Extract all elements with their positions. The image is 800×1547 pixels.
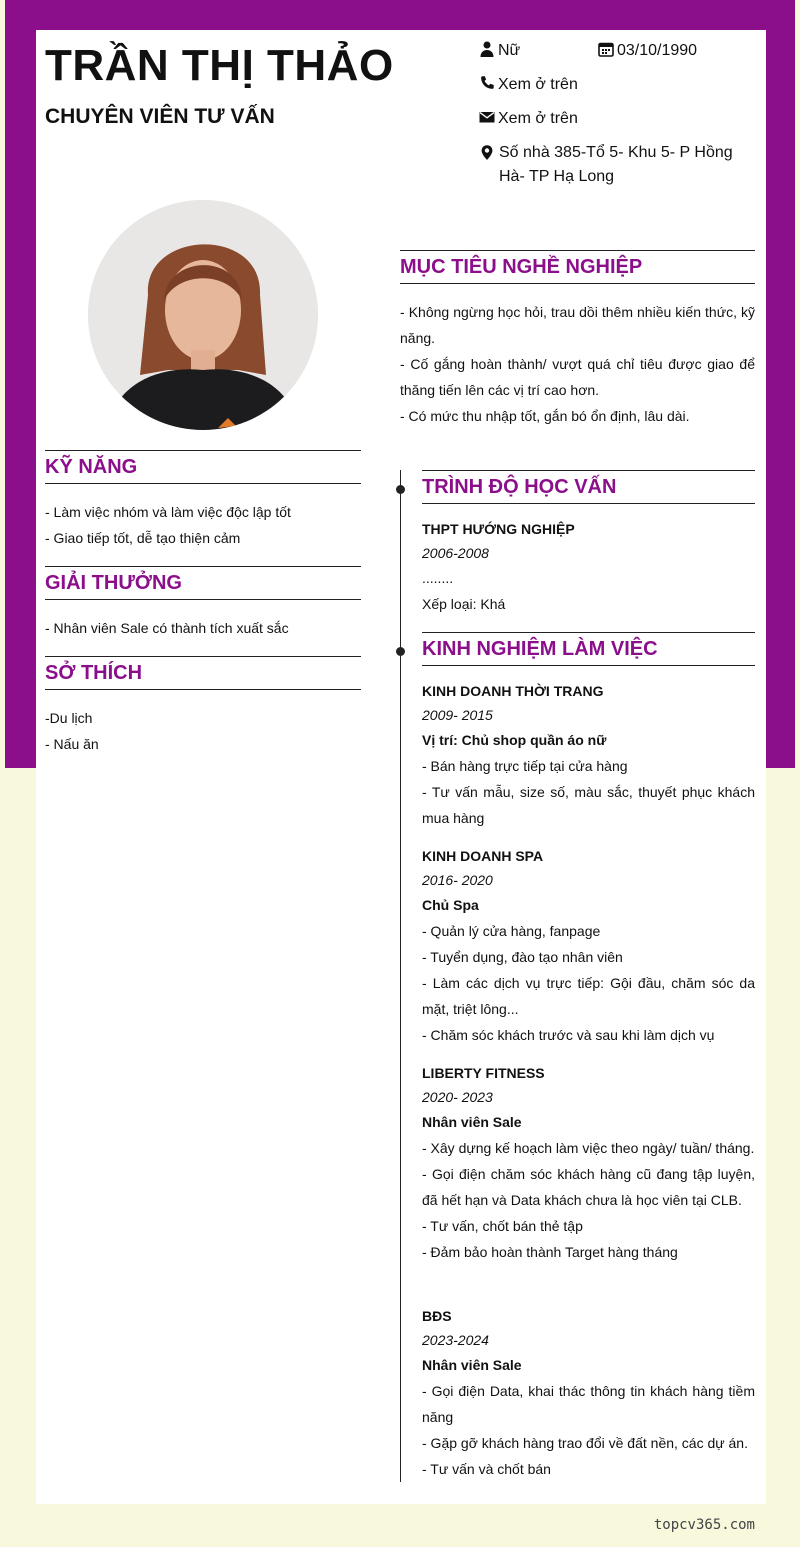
education-period: 2006-2008 xyxy=(422,545,489,561)
address-row xyxy=(479,141,759,189)
skills-title: KỸ NĂNG xyxy=(45,450,361,484)
job-period: 2009- 2015 xyxy=(422,707,493,723)
job-period: 2016- 2020 xyxy=(422,872,493,888)
job-duty: - Chăm sóc khách trước và sau khi làm dịch vụ xyxy=(422,1027,715,1043)
job-role: Chủ Spa xyxy=(422,897,479,913)
cv-page xyxy=(36,30,766,1504)
timeline-dot xyxy=(396,485,405,494)
job-duty: - Xây dựng kế hoạch làm việc theo ngày/ tuần/ tháng. xyxy=(422,1140,755,1156)
job-duty: - Gặp gỡ khách hàng trao đổi về đất nền, các dự án. xyxy=(422,1435,748,1451)
job-duty: - Làm các dịch vụ trực tiếp: Gội đầu, chăm sóc da mặt, triệt lông... xyxy=(422,975,755,1017)
objective-title: MỤC TIÊU NGHỀ NGHIỆP xyxy=(400,250,755,284)
education-note: ........ xyxy=(422,570,454,586)
hobbies-list xyxy=(45,705,361,757)
job-period: 2020- 2023 xyxy=(422,1089,493,1105)
calendar-icon xyxy=(598,41,617,61)
job-title: CHUYÊN VIÊN TƯ VẤN xyxy=(45,105,275,128)
job-duty: - Tư vấn và chốt bán xyxy=(422,1461,551,1477)
job-duty: - Tư vấn mẫu, size số, màu sắc, thuyết phục khách mua hàng xyxy=(422,784,755,826)
job-duty: - Tuyển dụng, đào tạo nhân viên xyxy=(422,949,623,965)
job-role: Nhân viên Sale xyxy=(422,1357,522,1373)
email-row xyxy=(479,107,578,131)
education-grade: Xếp loại: Khá xyxy=(422,596,506,612)
job-entry xyxy=(422,844,755,1048)
timeline-line xyxy=(400,470,401,1482)
experience-title: KINH NGHIỆM LÀM VIỆC xyxy=(422,632,755,666)
education-title: TRÌNH ĐỘ HỌC VẤN xyxy=(422,470,755,504)
job-duty: - Tư vấn, chốt bán thẻ tập xyxy=(422,1218,583,1234)
location-pin-icon xyxy=(479,143,499,163)
company-name: LIBERTY FITNESS xyxy=(422,1065,545,1081)
hobby-item: - Nấu ăn xyxy=(45,736,99,752)
job-duty: - Gọi điện Data, khai thác thông tin khách hàng tiềm năng xyxy=(422,1383,755,1425)
school-name: THPT HƯỚNG NGHIỆP xyxy=(422,521,575,537)
candidate-name: TRẦN THỊ THẢO xyxy=(45,41,394,90)
envelope-icon xyxy=(479,109,498,129)
company-name: BĐS xyxy=(422,1308,452,1324)
job-entry xyxy=(422,679,755,831)
phone-value: Xem ở trên xyxy=(498,76,578,93)
timeline-dot xyxy=(396,647,405,656)
birthday-value: 03/10/1990 xyxy=(617,42,698,59)
awards-list xyxy=(45,615,361,641)
hobbies-title: SỞ THÍCH xyxy=(45,656,361,690)
gender-value: Nữ xyxy=(498,42,521,59)
objective-line: - Cố gắng hoàn thành/ vượt quá chỉ tiêu được giao để thăng tiến lên các vị trí cao hơn. xyxy=(400,356,755,398)
skill-item: - Giao tiếp tốt, dễ tạo thiện cảm xyxy=(45,530,241,546)
job-duty: - Đảm bảo hoàn thành Target hàng tháng xyxy=(422,1244,678,1260)
objective-line: - Có mức thu nhập tốt, gắn bó ổn định, lâu dài. xyxy=(400,408,690,424)
objective-line: - Không ngừng học hỏi, trau dồi thêm nhiều kiến thức, kỹ năng. xyxy=(400,304,755,346)
job-entry xyxy=(422,1304,755,1482)
job-role: Vị trí: Chủ shop quần áo nữ xyxy=(422,732,607,748)
address-value: Số nhà 385-Tổ 5- Khu 5- P Hồng Hà- TP Hạ Long xyxy=(499,144,733,185)
objective-text xyxy=(400,299,755,429)
education-entry xyxy=(422,517,755,617)
job-duty: - Gọi điện chăm sóc khách hàng cũ đang tập luyện, đã hết hạn và Data khách chưa là học viên tại CLB. xyxy=(422,1166,755,1208)
company-name: KINH DOANH THỜI TRANG xyxy=(422,683,604,699)
job-role: Nhân viên Sale xyxy=(422,1114,522,1130)
job-duty: - Quản lý cửa hàng, fanpage xyxy=(422,923,601,939)
gender-row xyxy=(479,39,520,63)
awards-title: GIẢI THƯỞNG xyxy=(45,566,361,600)
watermark: topcv365.com xyxy=(653,1517,755,1533)
email-value: Xem ở trên xyxy=(498,110,578,127)
job-entry xyxy=(422,1061,755,1265)
award-item: - Nhân viên Sale có thành tích xuất sắc xyxy=(45,620,289,636)
phone-row xyxy=(479,73,578,97)
person-icon xyxy=(479,41,498,61)
company-name: KINH DOANH SPA xyxy=(422,848,544,864)
phone-icon xyxy=(479,75,498,95)
profile-photo xyxy=(88,200,318,430)
job-duty: - Bán hàng trực tiếp tại cửa hàng xyxy=(422,758,628,774)
job-period: 2023-2024 xyxy=(422,1332,489,1348)
birthday-row xyxy=(598,39,697,63)
skills-list xyxy=(45,499,361,551)
skill-item: - Làm việc nhóm và làm việc độc lập tốt xyxy=(45,504,291,520)
hobby-item: -Du lịch xyxy=(45,710,93,726)
